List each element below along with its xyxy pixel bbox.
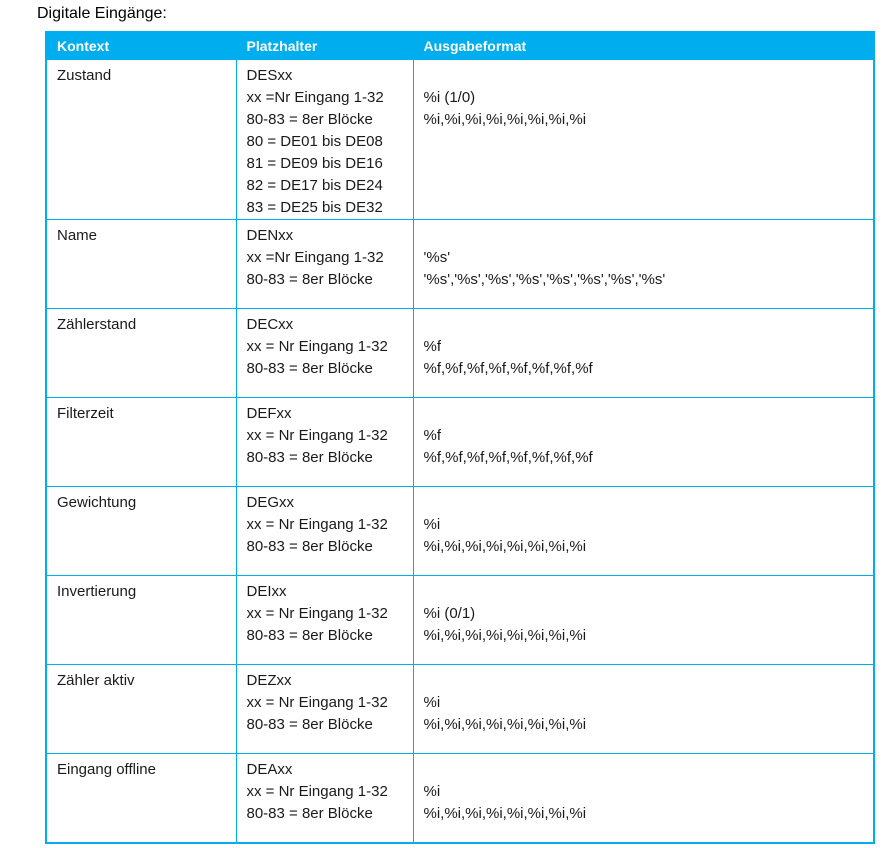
cell-platzhalter [236,754,413,844]
cell-line [424,581,864,603]
cell-line: xx = Nr Eingang 1-32 [246,694,388,711]
cell-line: DEFxx [246,405,292,422]
cell-line: %i,%i,%i,%i,%i,%i,%i,%i [423,805,587,822]
cell-line [424,492,864,514]
cell-line: Gewichtung [57,494,137,511]
cell-line: %i,%i,%i,%i,%i,%i,%i,%i [423,716,587,733]
table-row [46,220,874,309]
table-row [46,754,874,844]
cell-line [424,759,864,781]
cell-line: 81 = DE09 bis DE16 [246,155,383,172]
cell-line: %f,%f,%f,%f,%f,%f,%f,%f [423,449,593,466]
cell-kontext [46,398,236,487]
cell-line: %i [423,516,441,533]
cell-line: Eingang offline [57,761,156,778]
cell-ausgabeformat [413,398,874,487]
cell-line: %i (1/0) [423,89,476,106]
cell-line: xx = Nr Eingang 1-32 [246,338,388,355]
cell-line: DENxx [246,227,294,244]
cell-line: '%s' [423,249,451,266]
cell-line: xx = Nr Eingang 1-32 [246,427,388,444]
column-header-kontext: Kontext [46,32,236,60]
cell-kontext [46,60,236,220]
table-body [46,60,874,844]
cell-line: %i,%i,%i,%i,%i,%i,%i,%i [423,627,587,644]
cell-kontext [46,487,236,576]
table-row [46,487,874,576]
cell-ausgabeformat [413,665,874,754]
cell-line: %f [423,427,442,444]
cell-line: 80-83 = 8er Blöcke [246,360,373,377]
cell-ausgabeformat [413,487,874,576]
cell-line [424,403,864,425]
cell-ausgabeformat [413,220,874,309]
cell-line: 80-83 = 8er Blöcke [246,627,373,644]
cell-line: xx =Nr Eingang 1-32 [246,89,384,106]
cell-line: Filterzeit [57,405,114,422]
cell-line: Zähler aktiv [57,672,135,689]
cell-line: %f [423,338,442,355]
cell-line: Zählerstand [57,316,137,333]
column-header-ausgabeformat: Ausgabeformat [413,32,874,60]
cell-platzhalter [236,487,413,576]
digital-inputs-table [45,31,875,844]
cell-line: 80-83 = 8er Blöcke [246,449,373,466]
cell-platzhalter [236,220,413,309]
cell-platzhalter [236,576,413,665]
cell-line: 80-83 = 8er Blöcke [246,538,373,555]
cell-platzhalter [236,398,413,487]
cell-ausgabeformat [413,576,874,665]
table-header-row [46,32,874,60]
cell-platzhalter [236,665,413,754]
cell-kontext [46,220,236,309]
cell-line: DECxx [246,316,294,333]
cell-line: 80-83 = 8er Blöcke [246,716,373,733]
cell-line [424,225,864,247]
cell-line [424,314,864,336]
cell-platzhalter [236,309,413,398]
cell-line: 80-83 = 8er Blöcke [246,805,373,822]
table-row [46,60,874,220]
cell-line: %i (0/1) [423,605,476,622]
cell-line: xx = Nr Eingang 1-32 [246,783,388,800]
cell-line [424,65,864,87]
table-row [46,576,874,665]
column-header-platzhalter: Platzhalter [236,32,413,60]
table-row [46,398,874,487]
cell-ausgabeformat [413,309,874,398]
cell-line: DEGxx [246,494,295,511]
cell-kontext [46,309,236,398]
cell-line: DEIxx [246,583,287,600]
cell-line: xx = Nr Eingang 1-32 [246,605,388,622]
page-title: Digitale Eingänge: [37,5,167,22]
cell-line: DESxx [246,67,293,84]
cell-line: %i [423,694,441,711]
cell-line: DEZxx [246,672,292,689]
cell-line: xx =Nr Eingang 1-32 [246,249,384,266]
cell-line: %i,%i,%i,%i,%i,%i,%i,%i [423,111,587,128]
cell-line: xx = Nr Eingang 1-32 [246,516,388,533]
cell-line: %f,%f,%f,%f,%f,%f,%f,%f [423,360,593,377]
cell-kontext [46,576,236,665]
cell-line: Invertierung [57,583,137,600]
cell-line: 82 = DE17 bis DE24 [246,177,383,194]
cell-line: Name [57,227,98,244]
cell-line: 80-83 = 8er Blöcke [246,271,373,288]
cell-line: 80 = DE01 bis DE08 [246,133,383,150]
cell-line: %i,%i,%i,%i,%i,%i,%i,%i [423,538,587,555]
cell-line: Zustand [57,67,112,84]
cell-line: '%s','%s','%s','%s','%s','%s','%s','%s' [423,271,666,288]
cell-line: %i [423,783,441,800]
cell-platzhalter [236,60,413,220]
cell-line [424,670,864,692]
cell-line: DEAxx [246,761,293,778]
cell-kontext [46,754,236,844]
cell-ausgabeformat [413,754,874,844]
cell-kontext [46,665,236,754]
cell-ausgabeformat [413,60,874,220]
cell-line: 80-83 = 8er Blöcke [246,111,373,128]
table-row [46,309,874,398]
cell-line: 83 = DE25 bis DE32 [246,199,383,216]
table-row [46,665,874,754]
